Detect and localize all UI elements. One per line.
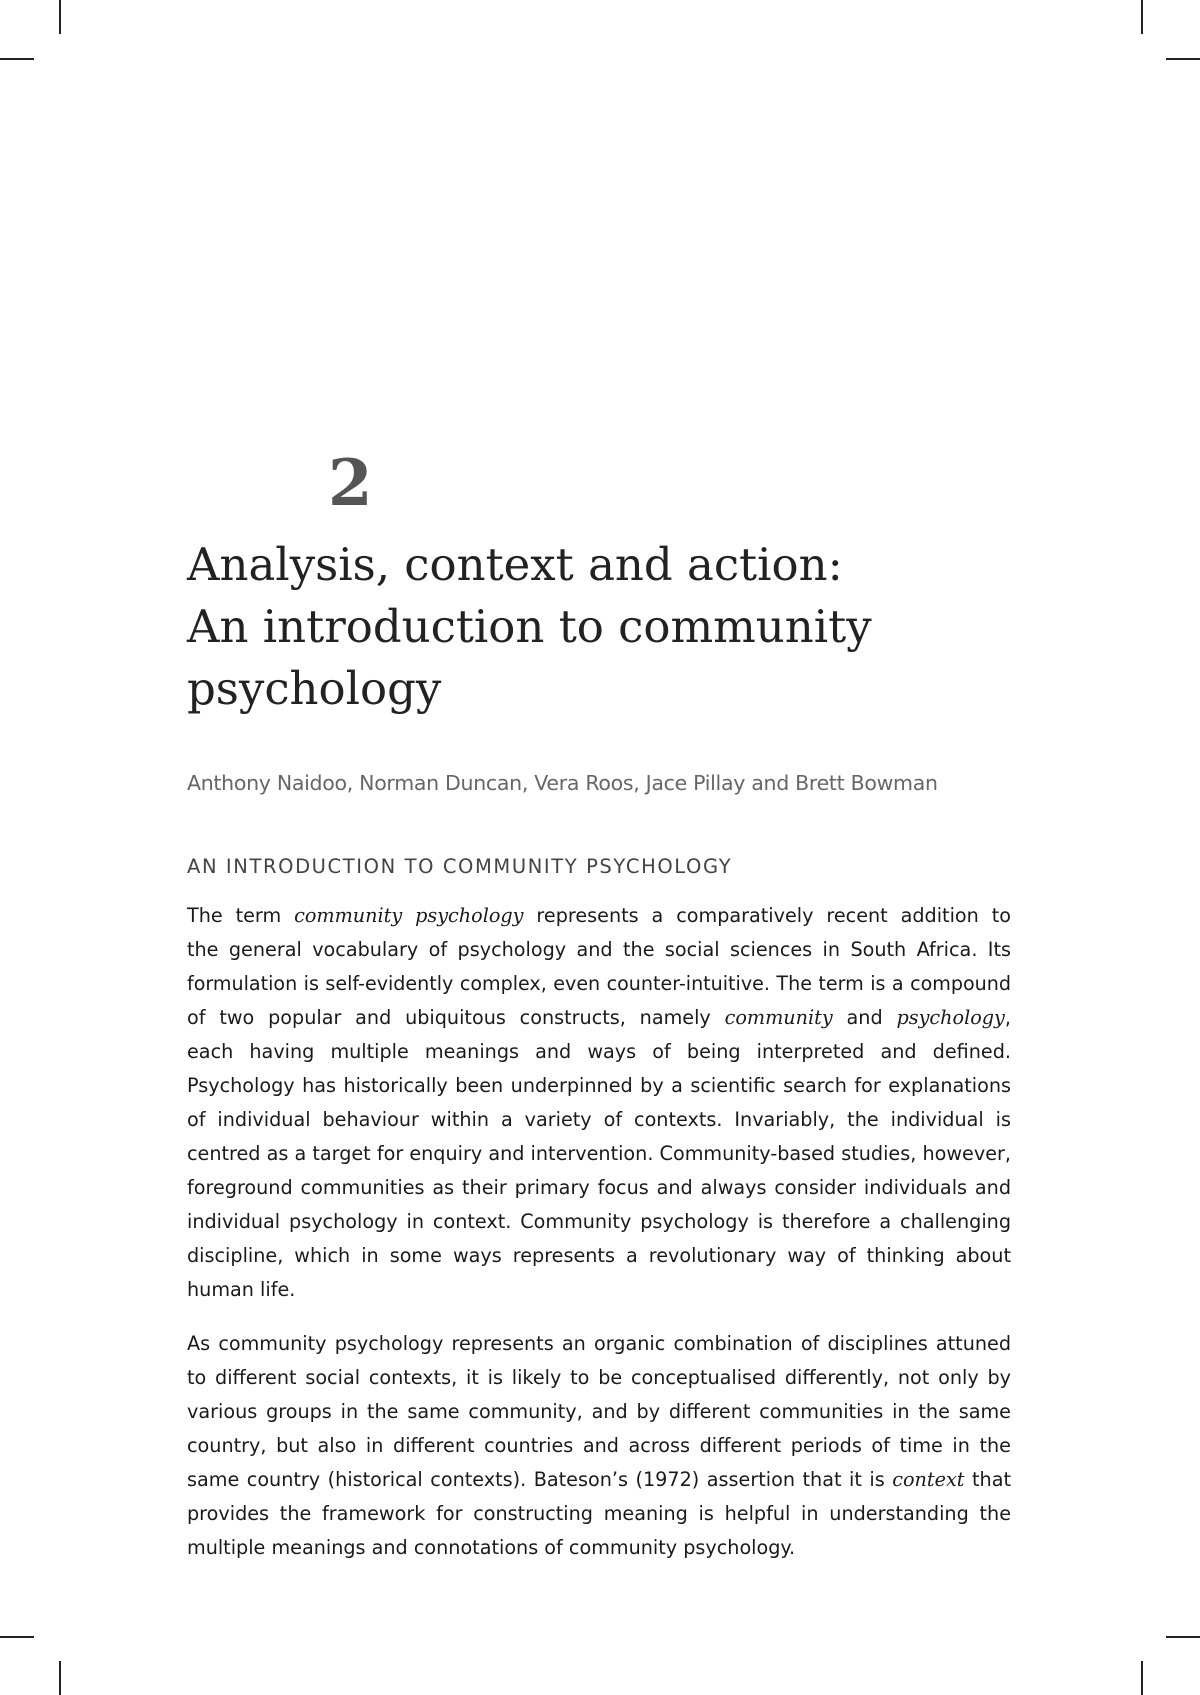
text-line: to different social contexts, it is likely to be conceptualised differently, not only by [187, 1366, 1011, 1389]
body-paragraph-1 [187, 899, 1011, 1307]
text-line [187, 1463, 1011, 1497]
body-paragraph-2 [187, 1327, 1011, 1565]
text-run: same country (historical contexts). Bateson’s (1972) assertion that it is [187, 1468, 893, 1491]
text-line: country, but also in different countries and across different periods of time in the [187, 1434, 1011, 1457]
crop-mark-bottom-left-vertical [59, 1661, 61, 1695]
italic-term: community [724, 1006, 833, 1029]
chapter-title-line: Analysis, context and action: [187, 538, 843, 591]
crop-mark-top-right-horizontal [1166, 58, 1200, 60]
text-line: human life. [187, 1278, 296, 1301]
text-line: As community psychology represents an organic combination of disciplines attuned [187, 1332, 1011, 1355]
chapter-title [187, 534, 1007, 720]
italic-term: context [892, 1468, 965, 1491]
chapter-title-line: psychology [187, 662, 442, 715]
chapter-authors: Anthony Naidoo, Norman Duncan, Vera Roos, Jace Pillay and Brett Bowman [187, 771, 938, 795]
text-line: discipline, which in some ways represents a revolutionary way of thinking about [187, 1244, 1011, 1267]
text-line: foreground communities as their primary focus and always consider individuals and [187, 1176, 1011, 1199]
text-line [187, 1001, 1011, 1035]
text-line: individual psychology in context. Community psychology is therefore a challenging [187, 1210, 1011, 1233]
text-line: centred as a target for enquiry and intervention. Community-based studies, however, [187, 1142, 1011, 1165]
text-line: multiple meanings and connotations of community psychology. [187, 1536, 796, 1559]
italic-term: community psychology [294, 904, 524, 927]
text-run: of two popular and ubiquitous constructs, namely [187, 1006, 725, 1029]
text-run: , [1004, 1006, 1011, 1029]
text-line: Psychology has historically been underpinned by a scientific search for explanations [187, 1074, 1011, 1097]
text-line: of individual behaviour within a variety of contexts. Invariably, the individual is [187, 1108, 1011, 1131]
text-run: represents a comparatively recent addition to [523, 904, 1011, 927]
text-run: The term [187, 904, 295, 927]
section-heading: AN INTRODUCTION TO COMMUNITY PSYCHOLOGY [187, 855, 733, 878]
chapter-number: 2 [328, 446, 373, 521]
crop-mark-top-left-horizontal [0, 58, 34, 60]
chapter-title-line: An introduction to community [187, 600, 872, 653]
text-line: provides the framework for constructing meaning is helpful in understanding the [187, 1502, 1011, 1525]
crop-mark-bottom-right-vertical [1141, 1661, 1143, 1695]
text-line [187, 899, 1011, 933]
text-line: various groups in the same community, and by different communities in the same [187, 1400, 1011, 1423]
text-run: and [832, 1006, 897, 1029]
crop-mark-bottom-right-horizontal [1166, 1636, 1200, 1638]
text-line: each having multiple meanings and ways of being interpreted and defined. [187, 1040, 1011, 1063]
text-line: formulation is self-evidently complex, even counter-intuitive. The term is a compound [187, 972, 1011, 995]
text-run: that [964, 1468, 1011, 1491]
crop-mark-top-left-vertical [59, 0, 61, 34]
crop-mark-bottom-left-horizontal [0, 1636, 34, 1638]
text-line: the general vocabulary of psychology and the social sciences in South Africa. Its [187, 938, 1011, 961]
crop-mark-top-right-vertical [1141, 0, 1143, 34]
italic-term: psychology [896, 1006, 1005, 1029]
